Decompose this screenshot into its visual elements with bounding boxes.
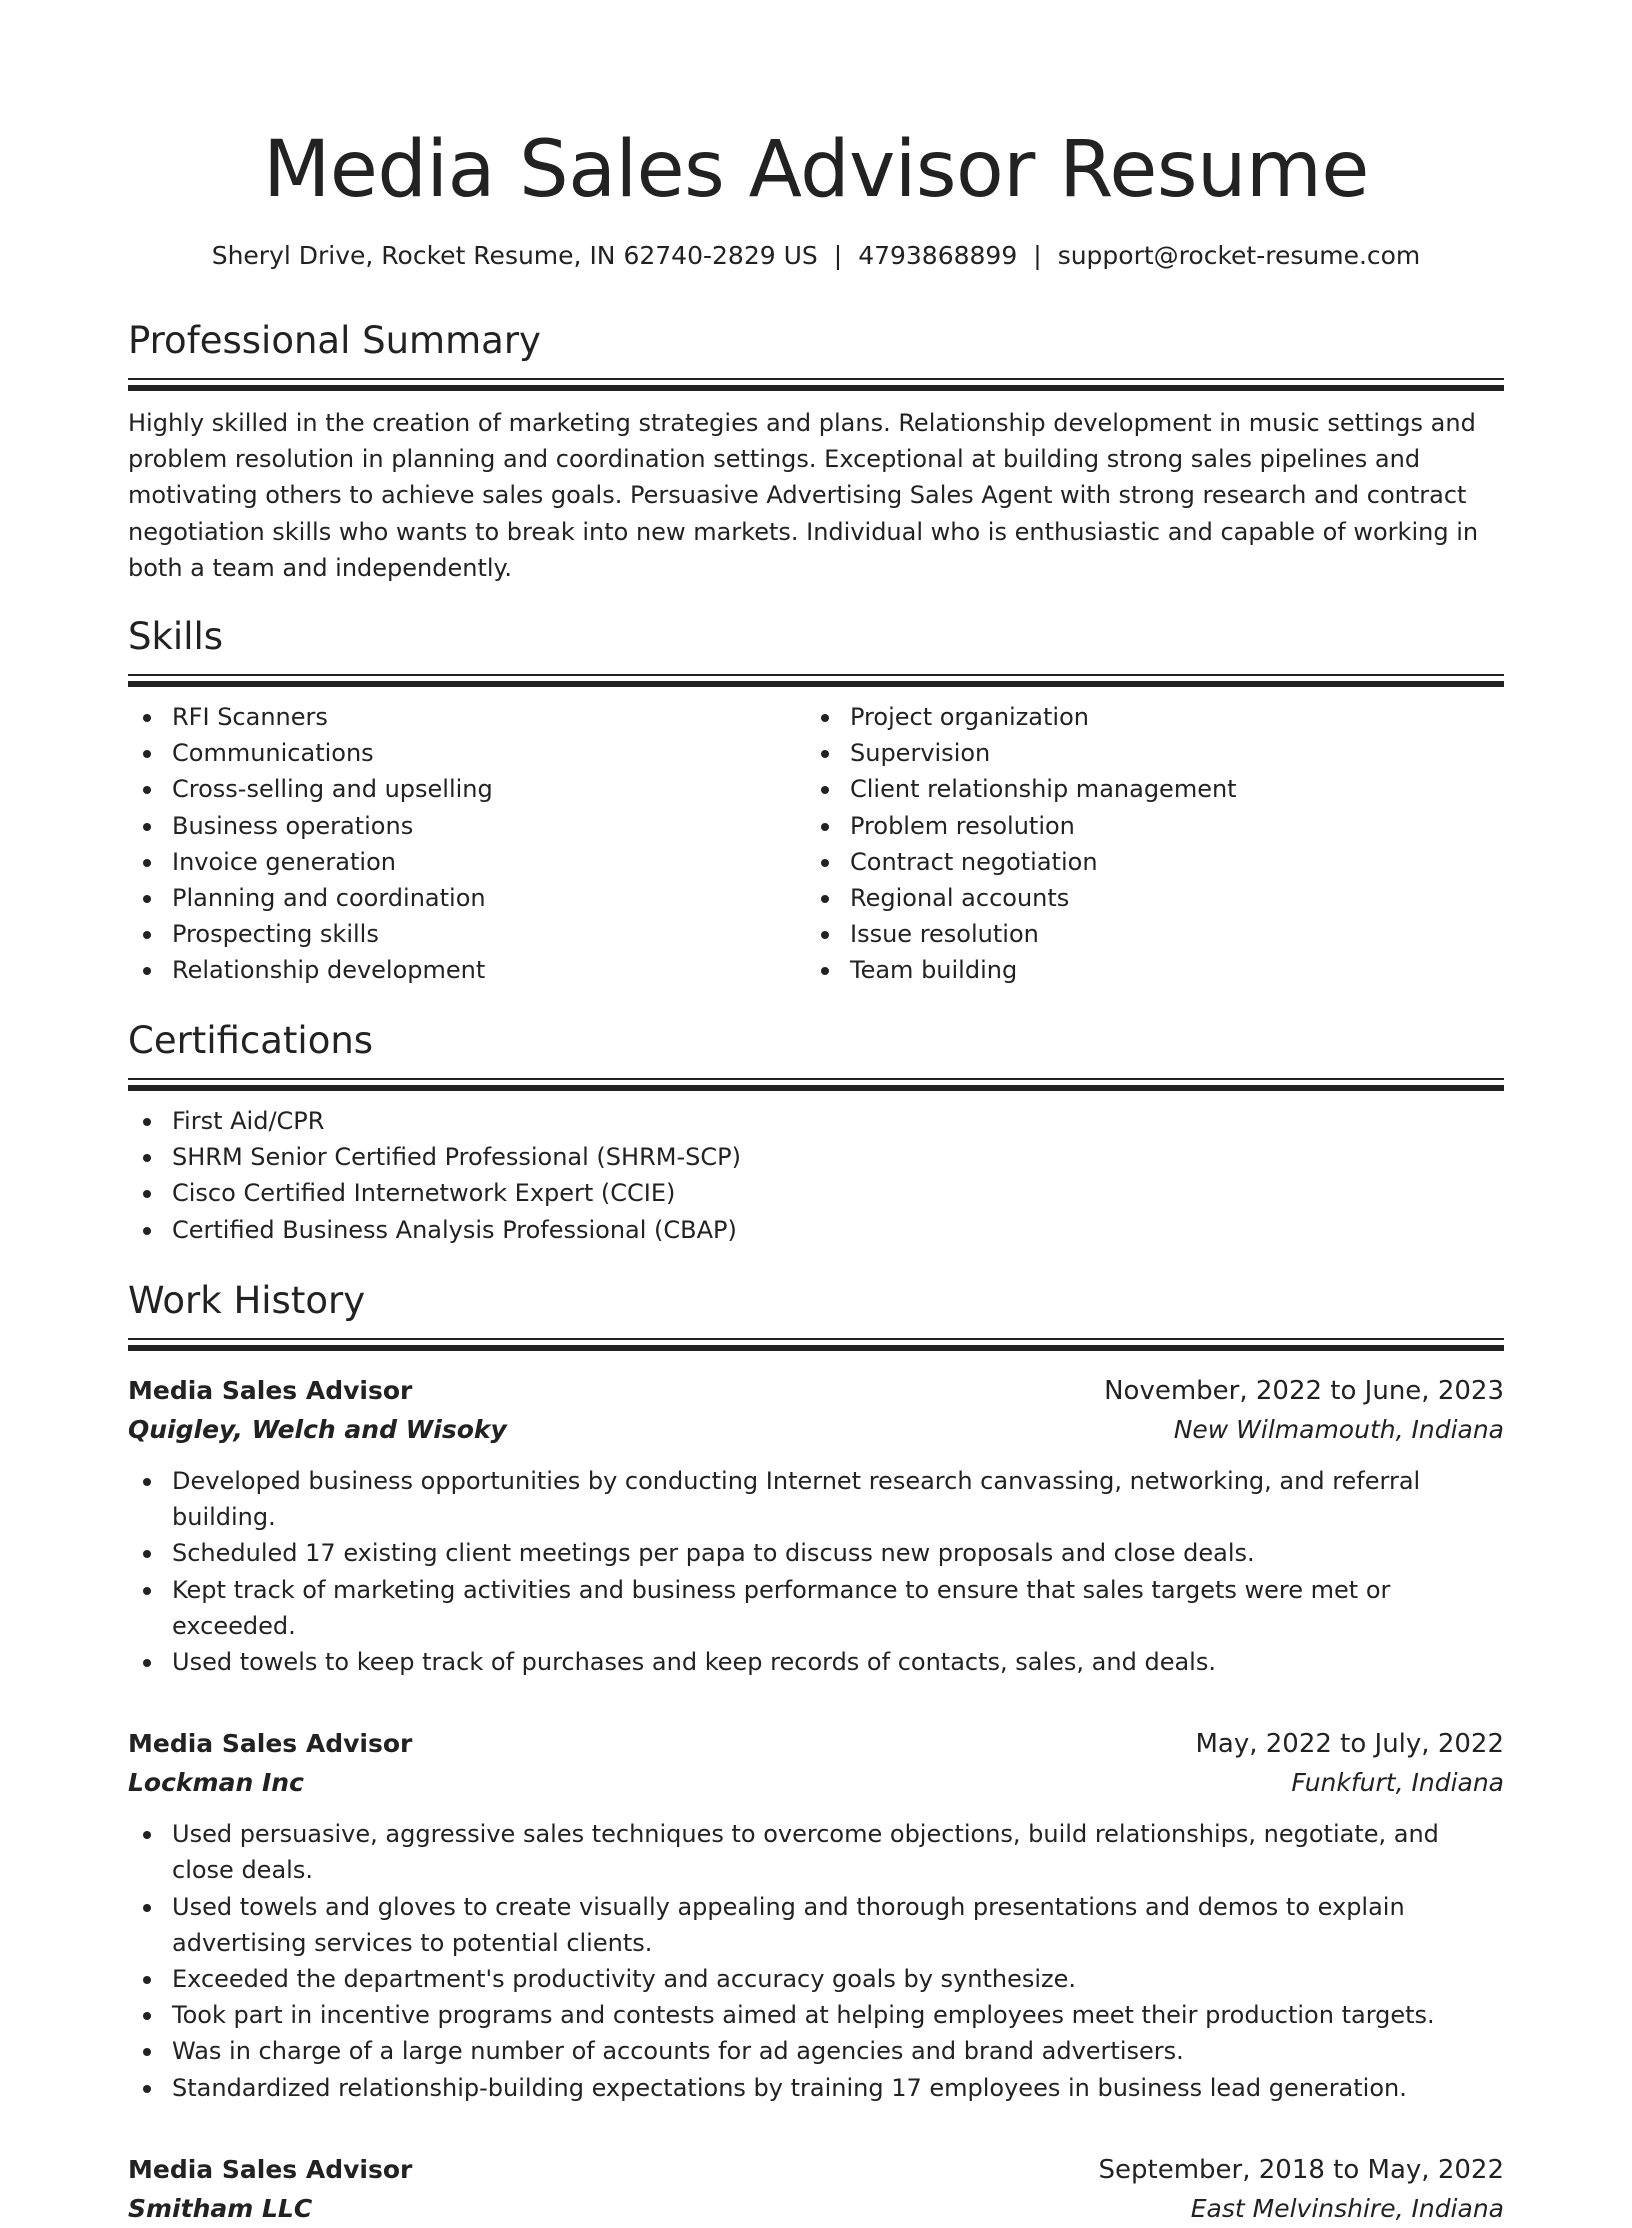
summary-text: Highly skilled in the creation of marketing strategies and plans. Relationship development in music settings and problem resolution in planning and coordination settings. Exceptional at building strong sales pipelines and motivating others to achieve sales goals. Persuasive Advertising Sales Agent with strong research and contract negotiation skills who wants to break into new markets. Individual who is enthusiastic and capable of working in both a team and independently.	[128, 409, 1479, 582]
job-header	[128, 2150, 1504, 2190]
job-bullet: Used towels to keep track of purchases and keep records of contacts, sales, and deals.	[128, 1644, 1504, 1680]
section-divider-thick	[128, 1085, 1504, 1091]
job-bullet: Was in charge of a large number of accounts for ad agencies and brand advertisers.	[128, 2033, 1504, 2069]
skills-columns	[128, 687, 1504, 989]
job-entry	[128, 1371, 1504, 1680]
job-title: Media Sales Advisor	[128, 1729, 413, 1759]
certification-item: Certified Business Analysis Professional (CBAP)	[128, 1212, 1504, 1248]
job-bullet: Used persuasive, aggressive sales techniques to overcome objections, build relationships, negotiate, and close deals.	[128, 1816, 1504, 1888]
skill-item: Prospecting skills	[128, 916, 806, 952]
skill-item: Contract negotiation	[806, 844, 1484, 880]
skills-heading: Skills	[128, 615, 224, 658]
skill-item: Relationship development	[128, 952, 806, 988]
page-title: Media Sales Advisor Resume	[263, 125, 1369, 215]
job-company: Quigley, Welch and Wisoky	[128, 1415, 507, 1444]
contact-address: Sheryl Drive, Rocket Resume, IN 62740-2829 US	[211, 241, 818, 270]
job-title: Media Sales Advisor	[128, 1376, 413, 1405]
contact-separator: |	[1033, 241, 1042, 270]
summary-section	[128, 316, 1504, 586]
skill-item: Regional accounts	[806, 880, 1484, 916]
skill-item: Business operations	[128, 808, 806, 844]
certifications-heading: Certifications	[128, 1019, 374, 1062]
summary-heading: Professional Summary	[128, 319, 541, 362]
job-company: Smitham LLC	[128, 2193, 313, 2223]
skills-list-right	[806, 699, 1484, 989]
job-subheader	[128, 1764, 1504, 1802]
job-bullet: Scheduled 17 existing client meetings per papa to discuss new proposals and close deals.	[128, 1535, 1504, 1571]
skill-item: RFI Scanners	[128, 699, 806, 735]
job-dates: September, 2018 to May, 2022	[1098, 2154, 1504, 2185]
skill-item: Planning and coordination	[128, 880, 806, 916]
contact-phone: 4793868899	[858, 241, 1018, 270]
section-divider-thick	[128, 1345, 1504, 1351]
job-bullet: Kept track of marketing activities and business performance to ensure that sales targets were met or exceeded.	[128, 1572, 1504, 1644]
work-history-heading: Work History	[128, 1279, 366, 1322]
skill-item: Client relationship management	[806, 771, 1484, 807]
job-location: East Melvinshire, Indiana	[1190, 2193, 1504, 2223]
job-entry	[128, 1724, 1504, 2106]
job-bullets	[128, 1816, 1504, 2106]
job-title: Media Sales Advisor	[128, 2154, 413, 2184]
skill-item: Invoice generation	[128, 844, 806, 880]
job-header	[128, 1724, 1504, 1764]
job-dates: May, 2022 to July, 2022	[1195, 1729, 1504, 1760]
contact-email[interactable]: support@rocket-resume.com	[1057, 241, 1421, 270]
skill-item: Issue resolution	[806, 916, 1484, 952]
skill-item: Problem resolution	[806, 808, 1484, 844]
skill-item: Team building	[806, 952, 1484, 988]
job-subheader	[128, 2190, 1504, 2228]
skills-list-left	[128, 699, 806, 989]
job-dates: November, 2022 to June, 2023	[1104, 1376, 1504, 1406]
section-divider-thick	[128, 385, 1504, 391]
certification-item: SHRM Senior Certified Professional (SHRM-SCP)	[128, 1139, 1504, 1175]
job-bullet: Exceeded the department's productivity and accuracy goals by synthesize.	[128, 1961, 1504, 1997]
certification-item: Cisco Certified Internetwork Expert (CCIE)	[128, 1175, 1504, 1211]
work-history-section	[128, 1276, 1504, 2228]
job-bullets	[128, 1463, 1504, 1680]
certification-item: First Aid/CPR	[128, 1103, 1504, 1139]
section-divider	[128, 378, 1504, 380]
certifications-section	[128, 1016, 1504, 1248]
skill-item: Cross-selling and upselling	[128, 771, 806, 807]
contact-separator: |	[833, 241, 843, 270]
job-location: Funkfurt, Indiana	[1291, 1768, 1504, 1798]
skill-item: Project organization	[806, 699, 1484, 735]
section-divider	[128, 1078, 1504, 1080]
skill-item: Supervision	[806, 735, 1484, 771]
contact-line	[128, 236, 1504, 276]
section-divider	[128, 1338, 1504, 1340]
job-entry	[128, 2150, 1504, 2228]
skills-section	[128, 612, 1504, 989]
certifications-list	[128, 1103, 1504, 1248]
job-bullet: Developed business opportunities by conducting Internet research canvassing, networking, and referral building.	[128, 1463, 1504, 1535]
job-subheader	[128, 1411, 1504, 1449]
job-bullet: Used towels and gloves to create visually appealing and thorough presentations and demos to explain advertising services to potential clients.	[128, 1889, 1504, 1961]
job-header	[128, 1371, 1504, 1411]
job-location: New Wilmamouth, Indiana	[1173, 1415, 1504, 1444]
job-bullet: Standardized relationship-building expectations by training 17 employees in business lead generation.	[128, 2070, 1504, 2106]
job-company: Lockman Inc	[128, 1768, 304, 1798]
skill-item: Communications	[128, 735, 806, 771]
section-divider	[128, 674, 1504, 676]
job-bullet: Took part in incentive programs and contests aimed at helping employees meet their production targets.	[128, 1997, 1504, 2033]
